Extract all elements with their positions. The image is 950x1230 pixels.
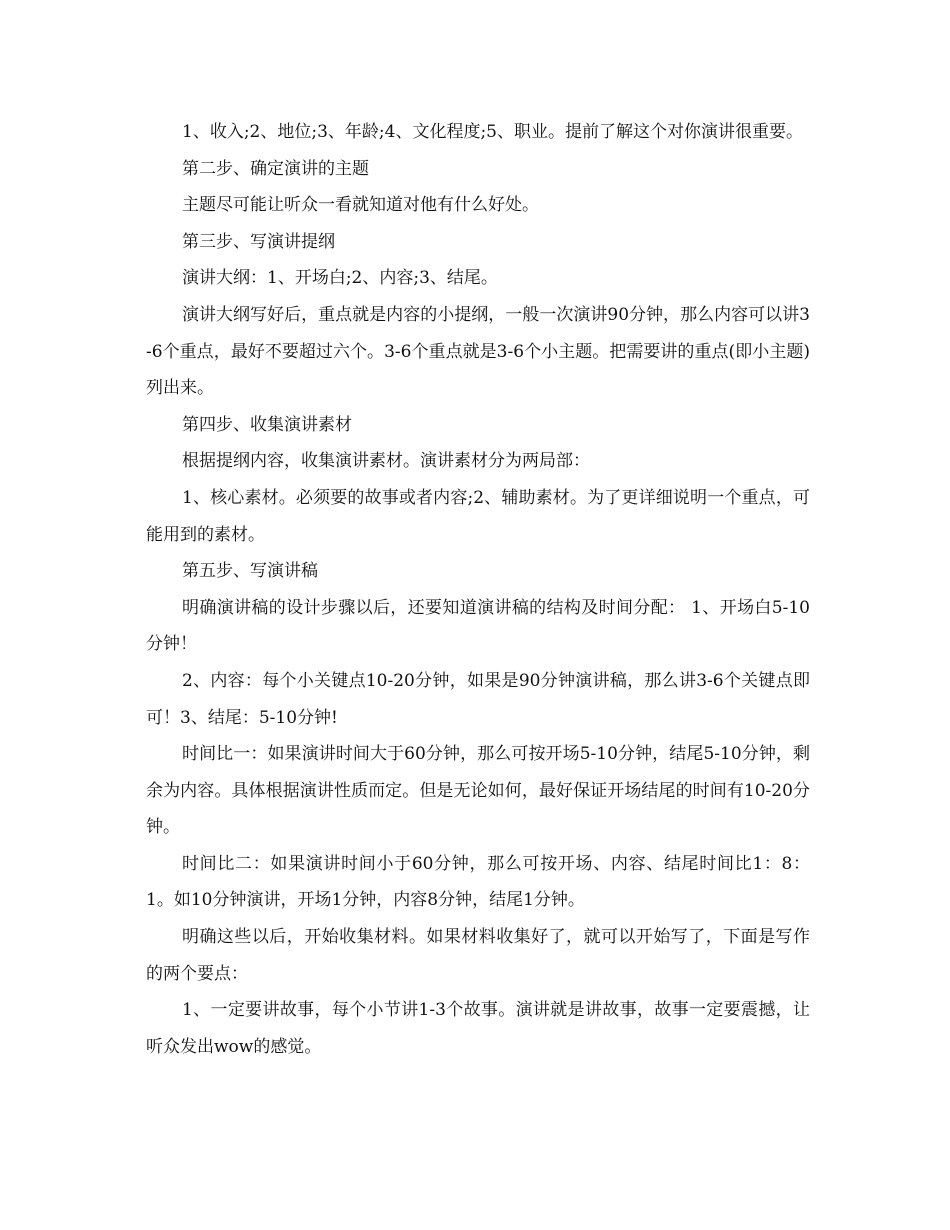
- section-heading-step-4: 第四步、收集演讲素材: [182, 414, 352, 435]
- paragraph: 演讲大纲写好后，重点就是内容的小提纲，一般一次演讲90分钟，那么内容可以讲3-6个重点，最好不要超过六个。3-6个重点就是3-6个小主题。把需要讲的重点(即小主题)列出来。: [146, 304, 810, 399]
- section-heading-step-3: 第三步、写演讲提纲: [182, 231, 335, 252]
- paragraph: 明确这些以后，开始收集材料。如果材料收集好了，就可以开始写了，下面是写作的两个要点：: [146, 927, 810, 984]
- paragraph: 1、核心素材。必须要的故事或者内容;2、辅助素材。为了更详细说明一个重点，可能用到的素材。: [146, 487, 810, 545]
- paragraph: 1、一定要讲故事，每个小节讲1-3个故事。演讲就是讲故事，故事一定要震撼，让听众发出wow的感觉。: [146, 1000, 810, 1057]
- paragraph: 2、内容：每个小关键点10-20分钟，如果是90分钟演讲稿，那么讲3-6个关键点即可！3、结尾：5-10分钟!: [146, 670, 810, 728]
- section-heading-step-5: 第五步、写演讲稿: [182, 561, 318, 582]
- section-heading-step-2: 第二步、确定演讲的主题: [182, 158, 369, 179]
- paragraph: 演讲大纲：1、开场白;2、内容;3、结尾。: [182, 268, 498, 289]
- document-body: [146, 114, 810, 1065]
- paragraph: 1、收入;2、地位;3、年龄;4、文化程度;5、职业。提前了解这个对你演讲很重要。: [182, 122, 803, 142]
- paragraph: 时间比二：如果演讲时间小于60分钟，那么可按开场、内容、结尾时间比1：8：1。如10分钟演讲，开场1分钟，内容8分钟，结尾1分钟。: [146, 853, 810, 911]
- paragraph: 主题尽可能让听众一看就知道对他有什么好处。: [182, 195, 539, 216]
- paragraph: 明确演讲稿的设计步骤以后，还要知道演讲稿的结构及时间分配： 1、开场白5-10分钟！: [146, 597, 810, 655]
- paragraph: 时间比一：如果演讲时间大于60分钟，那么可按开场5-10分钟，结尾5-10分钟，剩余为内容。具体根据演讲性质而定。但是无论如何，最好保证开场结尾的时间有10-20分钟。: [146, 744, 810, 838]
- paragraph: 根据提纲内容，收集演讲素材。演讲素材分为两局部：: [182, 451, 590, 472]
